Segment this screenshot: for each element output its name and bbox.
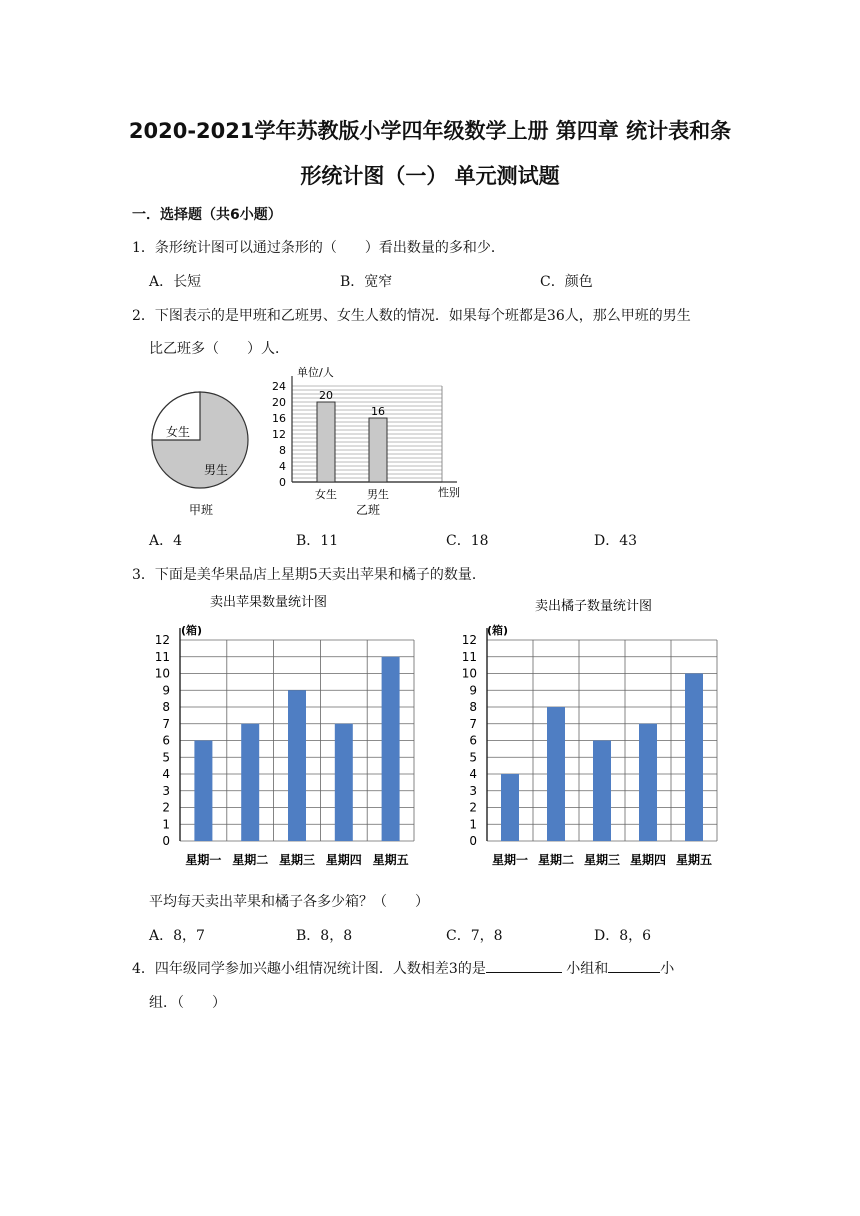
doc-title-line2: 形统计图（一） 单元测试题 [300,164,560,188]
ytick-label: 9 [162,683,170,698]
category-label: 星期四 [325,853,362,867]
ytick-label: 0 [162,834,170,848]
chart-b-caption: 乙班 [356,503,381,517]
section-heading: 一．选择题（共6小题） [132,207,282,223]
q4-text-c: 小 [660,961,675,977]
bar [547,707,565,841]
chart-b-ytick: 8 [279,444,286,457]
ytick-label: 6 [469,733,477,748]
chart-b-ylabel: 单位/人 [297,366,334,379]
question-4-line1 [132,958,674,978]
ytick-label: 3 [162,783,170,798]
ytick-label: 4 [469,767,477,781]
ytick-label: 12 [154,633,170,647]
q1-option-b: B．宽窄 [340,274,393,290]
q1-option-c: C．颜色 [540,274,593,290]
chart-b-value-label: 20 [319,389,333,402]
pie-caption: 甲班 [189,503,214,517]
question-2-text-line1: 2．下图表示的是甲班和乙班男、女生人数的情况．如果每个班都是36人，那么甲班的男生 [132,308,691,324]
ytick-label: 3 [469,783,477,798]
q3-option-c: C．7，8 [446,928,503,944]
chart-b-ytick: 20 [272,396,286,409]
chart-apple-ylabel: (箱) [181,624,203,637]
q2-option-d: D．43 [594,533,638,549]
category-label: 星期二 [232,853,269,867]
pie-label-girls: 女生 [166,425,191,439]
question-3-text: 3．下面是美华果品店上星期5天卖出苹果和橘子的数量． [132,567,486,583]
ytick-label: 0 [469,834,477,848]
q1-option-a: A．长短 [149,274,202,290]
q2-option-b: B．11 [296,533,339,549]
q4-text-b: 小组和 [566,961,609,977]
chart-b-value-label: 16 [371,405,385,418]
bar [639,724,657,841]
chart-b-ytick: 24 [272,380,286,393]
ytick-label: 5 [469,750,477,765]
ytick-label: 10 [461,666,477,681]
category-label: 星期四 [629,853,667,867]
bar [501,774,519,841]
category-label: 星期一 [185,853,222,867]
ytick-label: 11 [461,649,477,664]
bar-chart-apples [140,590,430,880]
bar-chart-oranges [445,590,745,880]
chart-b-category-label: 女生 [315,488,337,501]
ytick-label: 6 [162,733,170,748]
bar [382,657,400,841]
category-label: 星期五 [675,853,713,867]
bar [288,690,306,841]
chart-orange-ylabel: (箱) [487,624,509,637]
category-label: 星期五 [372,853,409,867]
q2-option-c: C．18 [446,533,489,549]
pie-label-boys: 男生 [204,463,229,477]
bar [241,724,259,841]
q3-option-a: A．8，7 [149,928,205,944]
bar [685,674,703,842]
chart-b-bar [369,418,387,482]
ytick-label: 1 [162,817,170,832]
category-label: 星期三 [583,853,621,867]
pie-chart-class-a [148,378,258,520]
bar [335,724,353,841]
q3-option-b: B．8，8 [296,928,353,944]
chart-apple-title: 卖出苹果数量统计图 [210,595,328,610]
ytick-label: 7 [162,716,170,731]
bar [194,741,212,842]
q4-blank-2[interactable] [608,958,660,973]
ytick-label: 12 [461,633,477,647]
question-2-text-line2: 比乙班多（ ）人． [149,341,289,357]
question-4-line2: 组．（ ） [149,995,226,1011]
category-label: 星期一 [491,853,529,867]
ytick-label: 2 [469,800,477,815]
chart-b-ytick: 0 [279,476,286,489]
q3-option-d: D．8，6 [594,928,652,944]
ytick-label: 9 [469,683,477,698]
category-label: 星期二 [537,853,575,867]
doc-title-line1: 2020-2021学年苏教版小学四年级数学上册 第四章 统计表和条 [128,119,732,143]
q4-text-a: 4．四年级同学参加兴趣小组情况统计图．人数相差3的是 [132,961,486,977]
chart-b-ytick: 12 [272,428,286,441]
q2-option-a: A．4 [149,533,183,549]
ytick-label: 7 [469,716,477,731]
bar [593,741,611,842]
ytick-label: 10 [154,666,170,681]
question-3-subtext: 平均每天卖出苹果和橘子各多少箱？（ ） [149,894,429,910]
ytick-label: 2 [162,800,170,815]
ytick-label: 1 [469,817,477,832]
category-label: 星期三 [278,853,316,867]
ytick-label: 8 [162,700,170,714]
chart-b-ytick: 4 [279,460,286,473]
chart-b-category-label: 男生 [367,488,389,501]
chart-b-xlabel: 性别 [438,486,460,499]
ytick-label: 8 [469,700,477,714]
chart-b-bar [317,402,335,482]
question-1-text: 1．条形统计图可以通过条形的（ ）看出数量的多和少． [132,240,505,256]
chart-orange-title: 卖出橘子数量统计图 [535,599,653,614]
bar-chart-class-b [262,362,472,522]
chart-b-ytick: 16 [272,412,286,425]
ytick-label: 4 [162,767,170,781]
ytick-label: 5 [162,750,170,765]
q4-blank-1[interactable] [486,958,562,973]
ytick-label: 11 [154,649,170,664]
